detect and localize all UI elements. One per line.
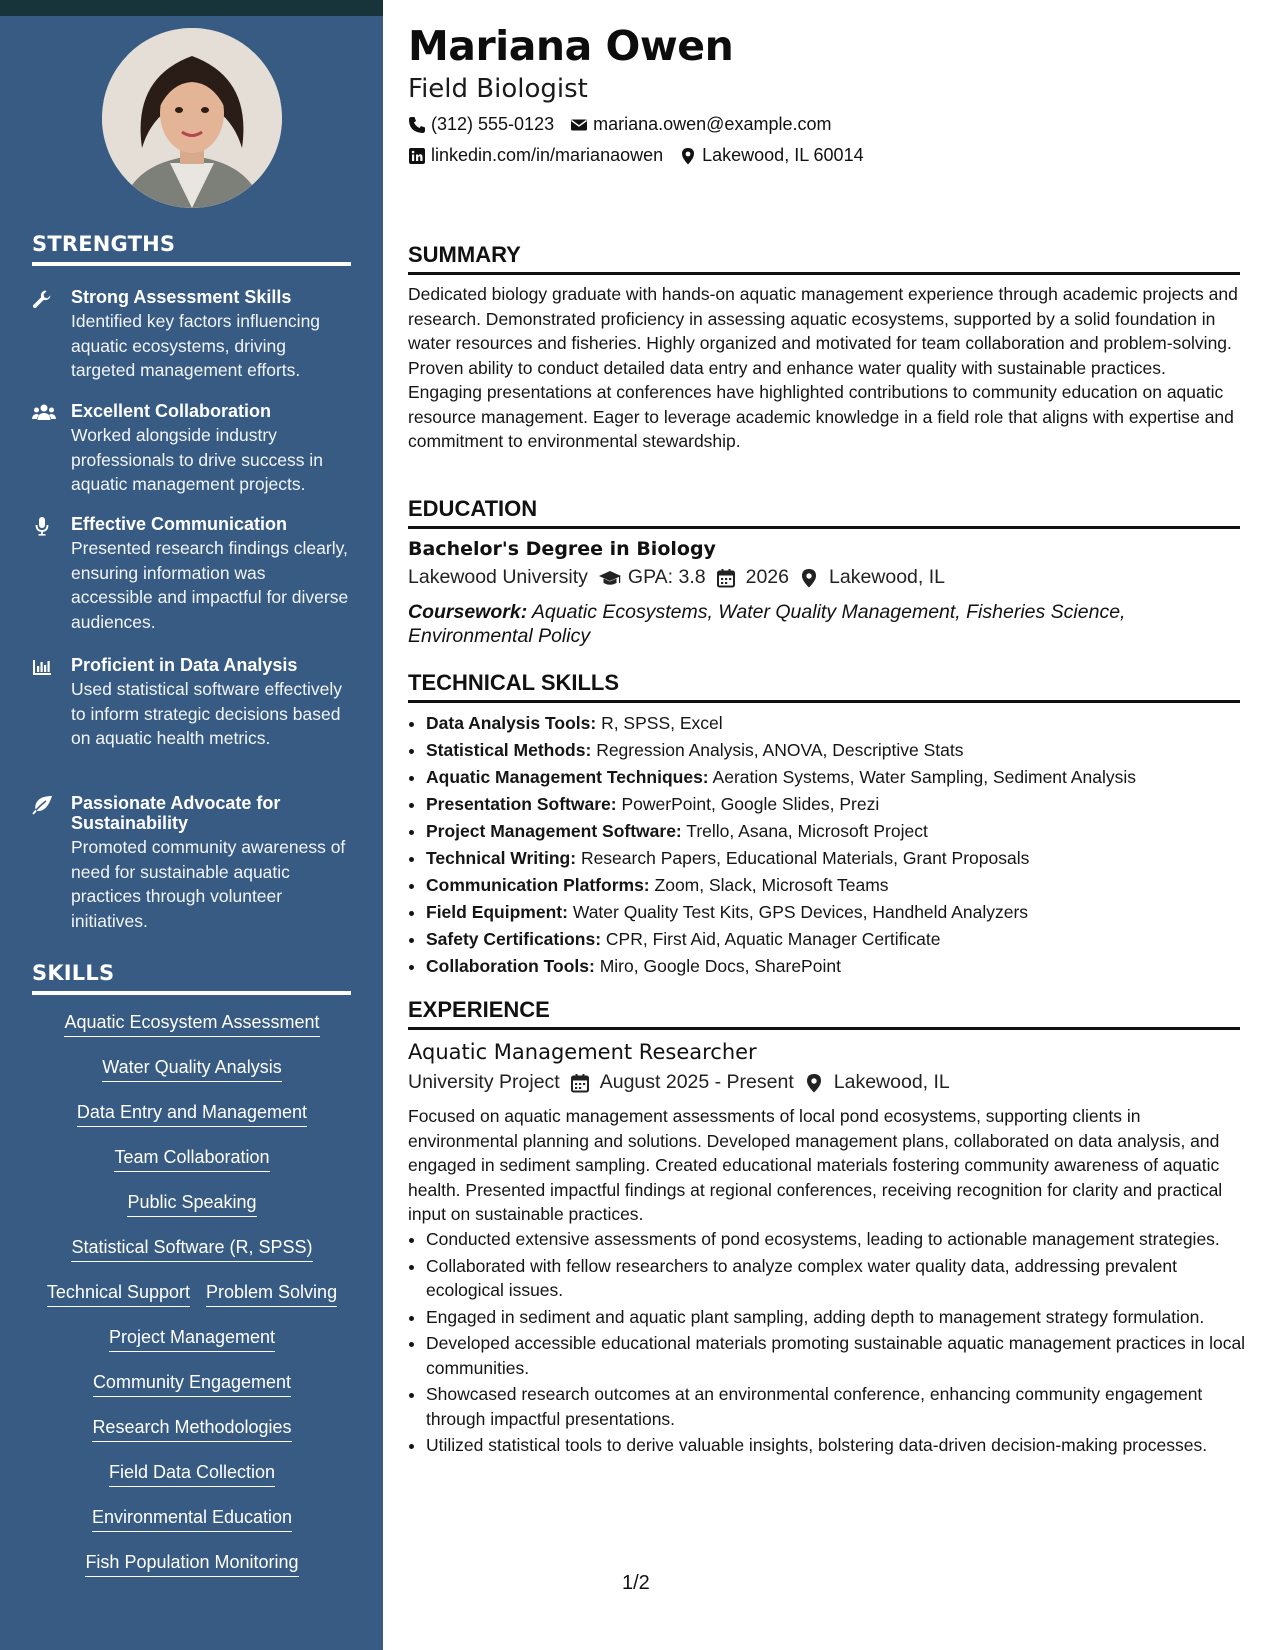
list-item <box>426 710 1258 737</box>
skill-label: Communication Platforms: <box>426 875 650 895</box>
strength-description: Used statistical software effectively to inform strategic decisions based on aquatic health metrics. <box>71 679 343 748</box>
technical-skills-heading: TECHNICAL SKILLS <box>408 670 1240 703</box>
skill-tag: Statistical Software (R, SPSS) <box>71 1235 312 1262</box>
list-item <box>426 818 1258 845</box>
map-pin-icon <box>804 1073 824 1093</box>
summary-text: Dedicated biology graduate with hands-on aquatic management experience through academic projects and research. Demonstrated proficiency in assessing aquatic ecosystems, supported by a solid foundation in water resources and fisheries. Highly organized and motivated for team collaboration and problem-solving. Proven ability to conduct detailed data entry and enhance water quality with sustainable practices. Engaging presentations at conferences have highlighted contributions to community education on aquatic resource management. Eager to leverage academic knowledge in a field role that aligns with expertise and commitment to environmental stewardship. <box>408 284 1238 451</box>
email-link[interactable]: mariana.owen@example.com <box>593 114 832 134</box>
skill-tag: Technical Support <box>47 1280 190 1307</box>
strength-description: Identified key factors influencing aquatic ecosystems, driving targeted management efforts. <box>71 311 321 380</box>
list-item <box>426 953 1258 980</box>
list-item: • Showcased research outcomes at an environmental conference, enhancing community engagement through impactful presentations. <box>426 1382 1258 1431</box>
sidebar <box>0 0 383 1650</box>
experience-meta <box>408 1071 950 1094</box>
strength-item <box>32 287 352 383</box>
strength-item <box>32 655 352 751</box>
school-location-item <box>799 566 945 589</box>
calendar-icon <box>570 1073 590 1093</box>
linkedin-icon <box>408 147 426 165</box>
bar-chart-icon <box>32 657 54 679</box>
wrench-icon <box>32 289 54 311</box>
skill-tag: Fish Population Monitoring <box>85 1550 298 1577</box>
list-item: • Developed accessible educational materials promoting sustainable aquatic management practices in local communities. <box>426 1331 1258 1380</box>
skill-value: Miro, Google Docs, SharePoint <box>599 956 841 976</box>
skill-value: Aeration Systems, Water Sampling, Sediment Analysis <box>712 767 1136 787</box>
calendar-icon <box>716 568 736 588</box>
experience-org: University Project <box>408 1071 560 1093</box>
microphone-icon <box>32 516 54 538</box>
strength-title: Effective Communication <box>71 514 288 534</box>
skill-label: Statistical Methods: <box>426 740 592 760</box>
skill-tag: Public Speaking <box>127 1190 256 1217</box>
education-meta <box>408 566 945 589</box>
education-heading: EDUCATION <box>408 496 1240 529</box>
strength-title: Strong Assessment Skills <box>71 287 292 307</box>
year-item <box>716 566 789 589</box>
list-item <box>426 764 1258 791</box>
strength-item <box>32 401 352 497</box>
skill-label: Field Equipment: <box>426 902 568 922</box>
skill-tag: Water Quality Analysis <box>102 1055 281 1082</box>
coursework-label: Coursework: <box>408 601 528 623</box>
strength-item <box>32 514 352 634</box>
linkedin-contact <box>408 145 663 166</box>
job-title: Field Biologist <box>408 74 588 104</box>
leaf-icon <box>32 795 54 817</box>
list-item <box>426 737 1258 764</box>
skill-tag: Team Collaboration <box>114 1145 269 1172</box>
graduation-cap-icon <box>598 568 618 588</box>
school-name: Lakewood University <box>408 566 588 588</box>
summary-heading: SUMMARY <box>408 242 1240 275</box>
skill-label: Aquatic Management Techniques: <box>426 767 709 787</box>
skill-tag: Problem Solving <box>206 1280 337 1307</box>
envelope-icon <box>570 116 588 134</box>
experience-bullets <box>408 1227 1258 1460</box>
experience-location: Lakewood, IL <box>833 1071 950 1093</box>
sidebar-top-bar <box>0 0 383 16</box>
phone-number[interactable]: (312) 555-0123 <box>431 114 555 134</box>
strength-description: Presented research findings clearly, ensuring information was accessible and impactful for diverse audiences. <box>71 538 349 632</box>
skill-tag: Data Entry and Management <box>77 1100 307 1127</box>
school-location: Lakewood, IL <box>829 566 946 588</box>
skill-value: Research Papers, Educational Materials, Grant Proposals <box>580 848 1030 868</box>
skill-tag: Research Methodologies <box>92 1415 291 1442</box>
users-icon <box>32 403 54 425</box>
map-pin-icon <box>799 568 819 588</box>
list-item: • Conducted extensive assessments of pond ecosystems, leading to actionable management strategies. <box>426 1227 1258 1252</box>
experience-location-item <box>804 1071 950 1094</box>
strength-title: Excellent Collaboration <box>71 401 272 421</box>
skill-label: Project Management Software: <box>426 821 682 841</box>
experience-dates: August 2025 - Present <box>599 1071 794 1093</box>
phone-icon <box>408 116 426 134</box>
skill-value: Zoom, Slack, Microsoft Teams <box>654 875 889 895</box>
phone-contact <box>408 114 554 135</box>
skill-tag: Field Data Collection <box>109 1460 275 1487</box>
list-item <box>426 899 1258 926</box>
gpa-text: GPA: 3.8 <box>627 566 706 588</box>
coursework-list: Aquatic Ecosystems, Water Quality Management, Fisheries Science, Environmental Policy <box>408 601 1126 647</box>
skill-value: Trello, Asana, Microsoft Project <box>686 821 928 841</box>
skill-value: R, SPSS, Excel <box>601 713 723 733</box>
map-pin-icon <box>679 147 697 165</box>
skill-label: Safety Certifications: <box>426 929 602 949</box>
list-item: • Utilized statistical tools to derive valuable insights, bolstering data-driven decision-making processes. <box>426 1433 1258 1458</box>
skill-value: Water Quality Test Kits, GPS Devices, Handheld Analyzers <box>572 902 1029 922</box>
page-number: 1/2 <box>622 1572 650 1594</box>
linkedin-link[interactable]: linkedin.com/in/marianaowen <box>431 145 664 165</box>
skill-label: Presentation Software: <box>426 794 617 814</box>
strength-title: Proficient in Data Analysis <box>71 655 298 675</box>
email-contact <box>570 114 831 135</box>
experience-title: Aquatic Management Researcher <box>408 1040 757 1064</box>
experience-heading: EXPERIENCE <box>408 997 1240 1030</box>
skill-label: Collaboration Tools: <box>426 956 595 976</box>
skill-tag: Aquatic Ecosystem Assessment <box>64 1010 319 1037</box>
skill-tag: Project Management <box>109 1325 275 1352</box>
strength-item <box>32 793 352 933</box>
skill-value: CPR, First Aid, Aquatic Manager Certificate <box>605 929 941 949</box>
skill-label: Data Analysis Tools: <box>426 713 597 733</box>
skill-value: Regression Analysis, ANOVA, Descriptive Stats <box>596 740 964 760</box>
list-item: • Collaborated with fellow researchers to analyze complex water quality data, addressing prevalent ecological issues. <box>426 1254 1258 1303</box>
skills-heading: SKILLS <box>32 961 351 995</box>
list-item <box>426 872 1258 899</box>
list-item <box>426 791 1258 818</box>
coursework <box>408 600 1240 648</box>
strengths-heading: STRENGTHS <box>32 232 351 266</box>
technical-skills-list <box>408 710 1258 980</box>
list-item <box>426 926 1258 953</box>
profile-photo <box>102 28 282 208</box>
experience-summary: Focused on aquatic management assessments of local pond ecosystems, supporting clients in environmental planning and solutions. Developed management plans, collaborated on data analysis, and engaged in sediment sampling. Created educational materials fostering community awareness of aquatic health. Presented impactful findings at regional conferences, receiving recognition for clarity and practical input on sustainable practices. <box>408 1106 1223 1224</box>
strength-title: Passionate Advocate for Sustainability <box>71 793 281 833</box>
location-contact <box>679 145 863 166</box>
skill-value: PowerPoint, Google Slides, Prezi <box>621 794 880 814</box>
degree-title: Bachelor's Degree in Biology <box>408 538 716 560</box>
strength-description: Promoted community awareness of need for sustainable aquatic practices through volunteer initiatives. <box>71 837 346 931</box>
gpa-item <box>598 566 706 589</box>
contact-row <box>408 145 864 166</box>
list-item: • Engaged in sediment and aquatic plant sampling, adding depth to management strategy formulation. <box>426 1305 1258 1330</box>
skill-label: Technical Writing: <box>426 848 577 868</box>
location-text: Lakewood, IL 60014 <box>702 145 864 165</box>
skill-tag: Environmental Education <box>92 1505 292 1532</box>
skill-tag: Community Engagement <box>93 1370 291 1397</box>
strength-description: Worked alongside industry professionals to drive success in aquatic management projects. <box>71 425 323 494</box>
candidate-name: Mariana Owen <box>408 22 734 70</box>
list-item <box>426 845 1258 872</box>
graduation-year: 2026 <box>745 566 789 588</box>
contact-row <box>408 114 831 135</box>
dates-item <box>570 1071 794 1094</box>
